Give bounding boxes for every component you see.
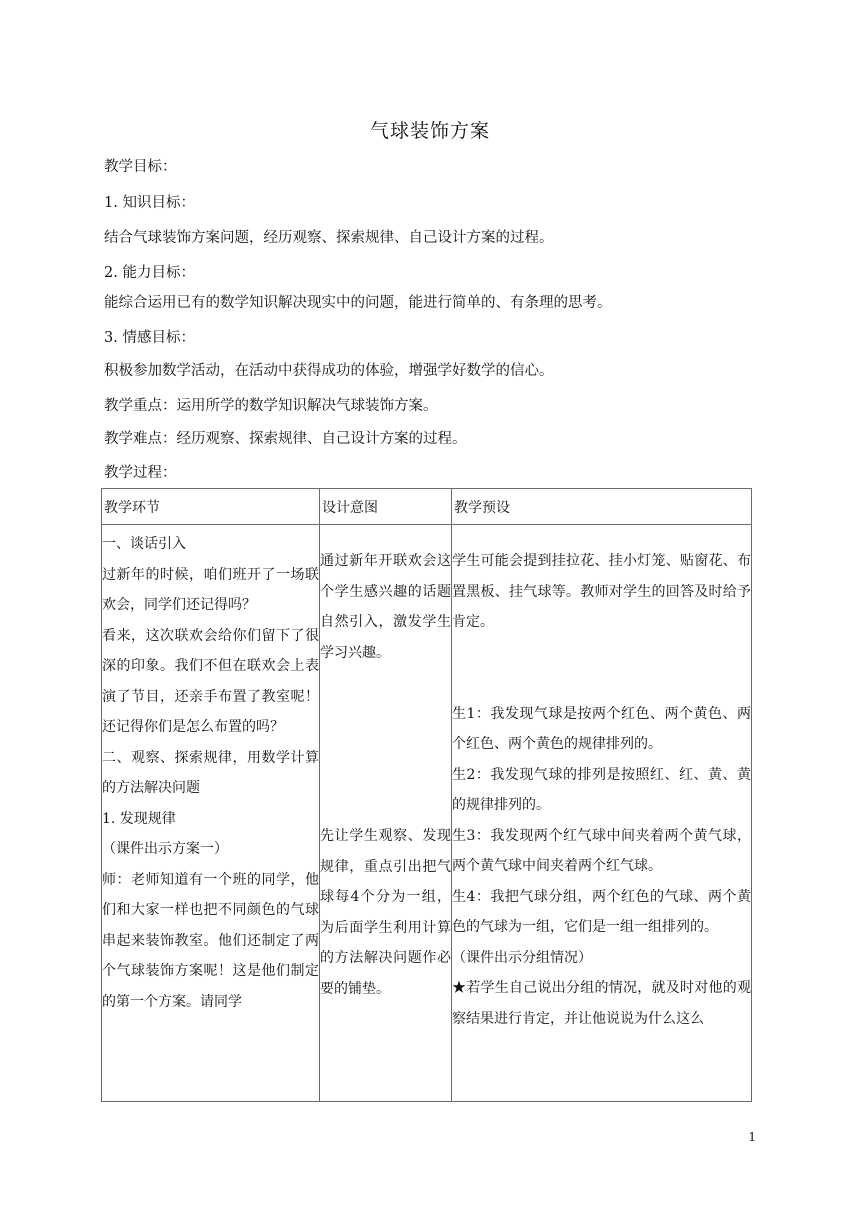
knowledge-objective-heading: 1. 知识目标：	[104, 195, 195, 211]
presupposition-paragraph: 学生可能会提到挂拉花、挂小灯笼、贴窗花、布置黑板、挂气球等。教师对学生的回答及时给予肯定。	[452, 553, 751, 630]
teaching-stage-cell	[102, 525, 320, 1102]
presupposition-paragraph: 生2：我发现气球的排列是按照红、红、黄、黄的规律排列的。	[452, 766, 751, 813]
document-title: 气球装饰方案	[369, 120, 490, 142]
stage-paragraph: 师：老师知道有一个班的同学，他们和大家一样也把不同颜色的气球串起来装饰教室。他们还制定了两个气球装饰方案呢！这是他们制定的第一个方案。请同学	[102, 871, 319, 1010]
presupposition-paragraph: 生1：我发现气球是按两个红色、两个黄色、两个红色、两个黄色的规律排列的。	[452, 705, 751, 752]
page-number: 1	[748, 1130, 756, 1144]
ability-objective-text: 能综合运用已有的数学知识解决现实中的问题，能进行简单的、有条理的思考。	[104, 295, 612, 311]
table-header-row	[102, 489, 752, 525]
emotion-objective-text: 积极参加数学活动，在活动中获得成功的体验，增强学好数学的信心。	[104, 363, 554, 379]
presupposition-paragraph: （课件出示分组情况）	[452, 949, 592, 966]
header-teaching-stage: 教学环节	[102, 489, 320, 525]
teaching-process-heading: 教学过程：	[104, 465, 177, 481]
intent-paragraph: 先让学生观察、发现规律，重点引出把气球每4个分为一组，为后面学生利用计算的方法解决问题作必要的铺垫。	[320, 828, 451, 997]
design-intent-cell	[320, 525, 452, 1102]
stage-paragraph: （课件出示方案一）	[102, 841, 228, 857]
intent-paragraph: 通过新年开联欢会这个学生感兴趣的话题自然引入，激发学生学习兴趣。	[320, 553, 451, 661]
stage-paragraph: 看来，这次联欢会给你们留下了很深的印象。我们不但在联欢会上表演了节目，还亲手布置了教室呢！还记得你们是怎么布置的吗？	[102, 627, 319, 735]
header-design-intent: 设计意图	[320, 489, 452, 525]
teaching-presupposition-cell	[452, 525, 752, 1102]
stage-paragraph: 二、观察、探索规律，用数学计算的方法解决问题	[102, 749, 319, 796]
teaching-objectives-heading: 教学目标：	[104, 159, 177, 175]
stage-paragraph: 一、谈话引入	[102, 536, 186, 552]
presupposition-paragraph: ★若学生自己说出分组的情况，就及时对他的观察结果进行肯定，并让他说说为什么这么	[452, 980, 751, 1027]
teaching-difficulty: 教学难点：经历观察、探索规律、自己设计方案的过程。	[104, 431, 467, 447]
stage-paragraph: 过新年的时候，咱们班开了一场联欢会，同学们还记得吗？	[102, 566, 319, 613]
teaching-process-table	[101, 488, 752, 1102]
header-teaching-presupposition: 教学预设	[452, 489, 752, 525]
knowledge-objective-text: 结合气球装饰方案问题，经历观察、探索规律、自己设计方案的过程。	[104, 230, 554, 246]
teaching-key-point: 教学重点：运用所学的数学知识解决气球装饰方案。	[104, 398, 438, 414]
presupposition-paragraph: 生3：我发现两个红气球中间夹着两个黄气球，两个黄气球中间夹着两个红气球。	[452, 827, 751, 874]
presupposition-paragraph: 生4：我把气球分组，两个红色的气球、两个黄色的气球为一组，它们是一组一组排列的。	[452, 888, 751, 935]
stage-paragraph: 1. 发现规律	[102, 810, 176, 827]
emotion-objective-heading: 3. 情感目标：	[104, 330, 195, 346]
table-row	[102, 525, 752, 1102]
ability-objective-heading: 2. 能力目标：	[104, 265, 195, 281]
